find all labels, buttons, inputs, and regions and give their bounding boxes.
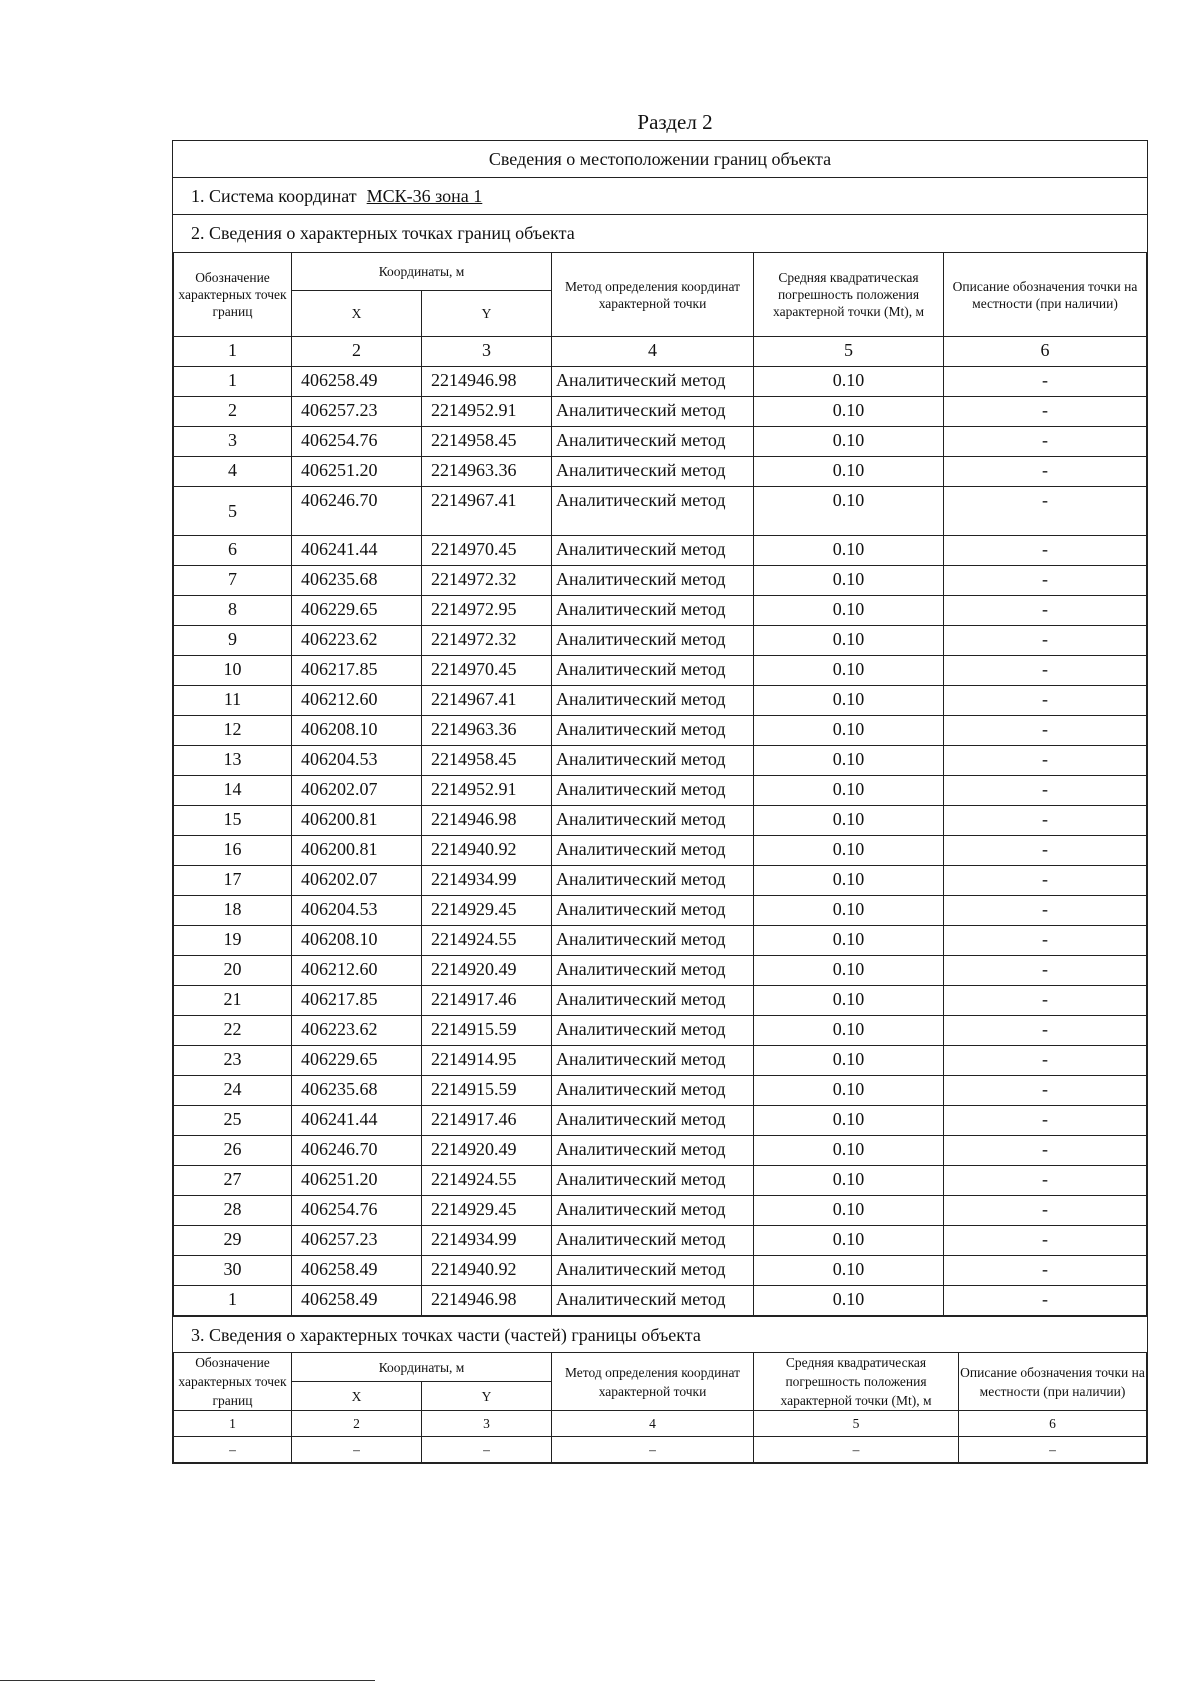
method-cell: Аналитический метод: [552, 776, 754, 806]
x-coordinate: 406200.81: [292, 806, 422, 836]
part-header-y: Y: [422, 1382, 552, 1411]
description-cell: -: [944, 1196, 1147, 1226]
description-cell: -: [944, 427, 1147, 457]
point-number: 1: [174, 1286, 292, 1316]
description-cell: -: [944, 397, 1147, 427]
description-cell: -: [944, 487, 1147, 536]
method-cell: Аналитический метод: [552, 896, 754, 926]
point-number: 9: [174, 626, 292, 656]
description-cell: -: [944, 1106, 1147, 1136]
x-coordinate: 406258.49: [292, 1256, 422, 1286]
y-coordinate: 2214963.36: [422, 716, 552, 746]
point-row: [174, 397, 1147, 427]
x-coordinate: 406257.23: [292, 1226, 422, 1256]
point-row: [174, 986, 1147, 1016]
point-row: [174, 746, 1147, 776]
x-coordinate: 406204.53: [292, 746, 422, 776]
point-number: 6: [174, 536, 292, 566]
method-cell: Аналитический метод: [552, 746, 754, 776]
description-cell: -: [944, 1136, 1147, 1166]
x-coordinate: 406251.20: [292, 1166, 422, 1196]
point-number: 4: [174, 457, 292, 487]
method-cell: Аналитический метод: [552, 367, 754, 397]
method-cell: Аналитический метод: [552, 487, 754, 536]
y-coordinate: 2214946.98: [422, 806, 552, 836]
x-coordinate: 406217.85: [292, 656, 422, 686]
x-coordinate: 406246.70: [292, 487, 422, 536]
description-cell: -: [944, 806, 1147, 836]
x-coordinate: 406217.85: [292, 986, 422, 1016]
error-cell: 0.10: [754, 956, 944, 986]
description-cell: -: [944, 1226, 1147, 1256]
y-coordinate: 2214929.45: [422, 1196, 552, 1226]
point-number: 2: [174, 397, 292, 427]
y-coordinate: 2214967.41: [422, 686, 552, 716]
point-number: 26: [174, 1136, 292, 1166]
part-header-designation: Обозначение характерных точек границ: [174, 1353, 292, 1411]
point-row: [174, 1256, 1147, 1286]
coord-system-line: [173, 178, 1147, 215]
error-cell: 0.10: [754, 566, 944, 596]
description-cell: -: [944, 1286, 1147, 1316]
error-cell: 0.10: [754, 866, 944, 896]
point-row: [174, 1166, 1147, 1196]
y-coordinate: 2214917.46: [422, 986, 552, 1016]
method-cell: Аналитический метод: [552, 1166, 754, 1196]
error-cell: 0.10: [754, 397, 944, 427]
point-number: 29: [174, 1226, 292, 1256]
description-cell: -: [944, 956, 1147, 986]
method-cell: Аналитический метод: [552, 1076, 754, 1106]
point-number: 24: [174, 1076, 292, 1106]
description-cell: -: [944, 536, 1147, 566]
point-row: [174, 956, 1147, 986]
error-cell: 0.10: [754, 926, 944, 956]
error-cell: 0.10: [754, 427, 944, 457]
method-cell: Аналитический метод: [552, 716, 754, 746]
x-coordinate: 406223.62: [292, 626, 422, 656]
x-coordinate: 406208.10: [292, 926, 422, 956]
column-number: 4: [552, 1411, 754, 1437]
point-number: 12: [174, 716, 292, 746]
method-cell: Аналитический метод: [552, 1136, 754, 1166]
point-number: 10: [174, 656, 292, 686]
method-cell: Аналитический метод: [552, 626, 754, 656]
x-coordinate: 406212.60: [292, 686, 422, 716]
description-cell: -: [944, 1076, 1147, 1106]
point-row: [174, 536, 1147, 566]
method-cell: Аналитический метод: [552, 427, 754, 457]
part-header-method: Метод определения координат характерной точки: [552, 1353, 754, 1411]
error-cell: 0.10: [754, 596, 944, 626]
point-number: 3: [174, 427, 292, 457]
point-row: [174, 1136, 1147, 1166]
description-cell: -: [944, 1016, 1147, 1046]
y-coordinate: 2214920.49: [422, 1136, 552, 1166]
point-row: [174, 896, 1147, 926]
y-coordinate: 2214972.32: [422, 566, 552, 596]
point-number: 14: [174, 776, 292, 806]
column-number: 6: [944, 337, 1147, 367]
part-points-table: [173, 1352, 1147, 1463]
part-column-number-row: [174, 1411, 1147, 1437]
point-row: [174, 806, 1147, 836]
method-cell: Аналитический метод: [552, 536, 754, 566]
description-cell: -: [944, 656, 1147, 686]
point-number: 11: [174, 686, 292, 716]
point-number: 18: [174, 896, 292, 926]
column-number: 3: [422, 337, 552, 367]
x-coordinate: 406258.49: [292, 367, 422, 397]
x-coordinate: 406241.44: [292, 536, 422, 566]
column-number: 1: [174, 1411, 292, 1437]
description-cell: -: [944, 926, 1147, 956]
point-number: 5: [174, 487, 292, 536]
description-cell: -: [944, 746, 1147, 776]
method-cell: Аналитический метод: [552, 457, 754, 487]
point-row: [174, 776, 1147, 806]
x-coordinate: 406212.60: [292, 956, 422, 986]
point-row: [174, 457, 1147, 487]
description-cell: -: [944, 866, 1147, 896]
point-row: [174, 926, 1147, 956]
point-number: 21: [174, 986, 292, 1016]
error-cell: 0.10: [754, 746, 944, 776]
header-description: Описание обозначения точки на местности (при наличии): [944, 253, 1147, 337]
method-cell: Аналитический метод: [552, 397, 754, 427]
y-coordinate: 2214929.45: [422, 896, 552, 926]
point-row: [174, 596, 1147, 626]
error-cell: 0.10: [754, 1166, 944, 1196]
document-frame: [172, 140, 1148, 1464]
part-section-title: 3. Сведения о характерных точках части (частей) границы объекта: [173, 1316, 1147, 1352]
error-cell: 0.10: [754, 1256, 944, 1286]
method-cell: Аналитический метод: [552, 926, 754, 956]
error-cell: 0.10: [754, 806, 944, 836]
method-cell: Аналитический метод: [552, 596, 754, 626]
point-row: [174, 367, 1147, 397]
x-coordinate: 406229.65: [292, 596, 422, 626]
point-row: [174, 1016, 1147, 1046]
point-number: 23: [174, 1046, 292, 1076]
point-row: [174, 487, 1147, 536]
method-cell: Аналитический метод: [552, 1106, 754, 1136]
method-cell: Аналитический метод: [552, 956, 754, 986]
header-y: Y: [422, 291, 552, 337]
y-coordinate: 2214946.98: [422, 1286, 552, 1316]
point-number: 19: [174, 926, 292, 956]
y-coordinate: 2214940.92: [422, 836, 552, 866]
point-number: 15: [174, 806, 292, 836]
description-cell: -: [944, 836, 1147, 866]
point-row: [174, 566, 1147, 596]
y-coordinate: 2214940.92: [422, 1256, 552, 1286]
point-row: [174, 1106, 1147, 1136]
x-coordinate: 406235.68: [292, 566, 422, 596]
error-cell: 0.10: [754, 986, 944, 1016]
point-row: [174, 427, 1147, 457]
empty-cell: –: [959, 1437, 1147, 1463]
description-cell: -: [944, 716, 1147, 746]
coord-system-value: МСК-36 зона 1: [366, 186, 483, 206]
method-cell: Аналитический метод: [552, 1046, 754, 1076]
header-method: Метод определения координат характерной точки: [552, 253, 754, 337]
method-cell: Аналитический метод: [552, 1196, 754, 1226]
point-number: 25: [174, 1106, 292, 1136]
x-coordinate: 406251.20: [292, 457, 422, 487]
points-section-title: 2. Сведения о характерных точках границ объекта: [191, 223, 575, 243]
x-coordinate: 406254.76: [292, 1196, 422, 1226]
method-cell: Аналитический метод: [552, 986, 754, 1016]
part-empty-row: [174, 1437, 1147, 1463]
point-number: 17: [174, 866, 292, 896]
header-error: Средняя квадратическая погрешность положения характерной точки (Mt), м: [754, 253, 944, 337]
x-coordinate: 406208.10: [292, 716, 422, 746]
x-coordinate: 406246.70: [292, 1136, 422, 1166]
method-cell: Аналитический метод: [552, 566, 754, 596]
part-header-coords: Координаты, м: [292, 1353, 552, 1382]
header-x: X: [292, 291, 422, 337]
point-row: [174, 686, 1147, 716]
column-number: 4: [552, 337, 754, 367]
point-row: [174, 1196, 1147, 1226]
x-coordinate: 406254.76: [292, 427, 422, 457]
column-number: 2: [292, 1411, 422, 1437]
footer-rule: [0, 1680, 375, 1681]
y-coordinate: 2214917.46: [422, 1106, 552, 1136]
description-cell: -: [944, 1046, 1147, 1076]
method-cell: Аналитический метод: [552, 806, 754, 836]
y-coordinate: 2214915.59: [422, 1016, 552, 1046]
empty-cell: –: [754, 1437, 959, 1463]
method-cell: Аналитический метод: [552, 1016, 754, 1046]
error-cell: 0.10: [754, 1226, 944, 1256]
column-number: 2: [292, 337, 422, 367]
points-table: [173, 252, 1147, 1316]
x-coordinate: 406204.53: [292, 896, 422, 926]
column-number: 5: [754, 1411, 959, 1437]
point-number: 7: [174, 566, 292, 596]
y-coordinate: 2214914.95: [422, 1046, 552, 1076]
error-cell: 0.10: [754, 1076, 944, 1106]
description-cell: -: [944, 896, 1147, 926]
error-cell: 0.10: [754, 457, 944, 487]
y-coordinate: 2214970.45: [422, 656, 552, 686]
part-header-description: Описание обозначения точки на местности (при наличии): [959, 1353, 1147, 1411]
x-coordinate: 406258.49: [292, 1286, 422, 1316]
error-cell: 0.10: [754, 1016, 944, 1046]
column-number-row: [174, 337, 1147, 367]
method-cell: Аналитический метод: [552, 686, 754, 716]
description-cell: -: [944, 1166, 1147, 1196]
y-coordinate: 2214934.99: [422, 866, 552, 896]
x-coordinate: 406200.81: [292, 836, 422, 866]
point-row: [174, 1286, 1147, 1316]
empty-cell: –: [174, 1437, 292, 1463]
section-title: Сведения о местоположении границ объекта: [173, 141, 1147, 178]
error-cell: 0.10: [754, 656, 944, 686]
description-cell: -: [944, 1256, 1147, 1286]
point-row: [174, 1226, 1147, 1256]
error-cell: 0.10: [754, 626, 944, 656]
point-row: [174, 626, 1147, 656]
method-cell: Аналитический метод: [552, 836, 754, 866]
x-coordinate: 406229.65: [292, 1046, 422, 1076]
error-cell: 0.10: [754, 686, 944, 716]
method-cell: Аналитический метод: [552, 1256, 754, 1286]
error-cell: 0.10: [754, 1106, 944, 1136]
column-number: 5: [754, 337, 944, 367]
description-cell: -: [944, 626, 1147, 656]
y-coordinate: 2214958.45: [422, 427, 552, 457]
description-cell: -: [944, 776, 1147, 806]
error-cell: 0.10: [754, 896, 944, 926]
point-row: [174, 716, 1147, 746]
method-cell: Аналитический метод: [552, 656, 754, 686]
method-cell: Аналитический метод: [552, 1286, 754, 1316]
point-row: [174, 1046, 1147, 1076]
y-coordinate: 2214967.41: [422, 487, 552, 536]
error-cell: 0.10: [754, 367, 944, 397]
column-number: 1: [174, 337, 292, 367]
point-number: 8: [174, 596, 292, 626]
y-coordinate: 2214934.99: [422, 1226, 552, 1256]
point-number: 22: [174, 1016, 292, 1046]
y-coordinate: 2214946.98: [422, 367, 552, 397]
page-title: Раздел 2: [637, 110, 713, 134]
coord-system-label: 1. Система координат: [191, 186, 357, 206]
point-number: 13: [174, 746, 292, 776]
error-cell: 0.10: [754, 776, 944, 806]
y-coordinate: 2214952.91: [422, 776, 552, 806]
error-cell: 0.10: [754, 487, 944, 536]
point-number: 30: [174, 1256, 292, 1286]
column-number: 3: [422, 1411, 552, 1437]
point-number: 28: [174, 1196, 292, 1226]
description-cell: -: [944, 986, 1147, 1016]
x-coordinate: 406223.62: [292, 1016, 422, 1046]
method-cell: Аналитический метод: [552, 1226, 754, 1256]
x-coordinate: 406235.68: [292, 1076, 422, 1106]
y-coordinate: 2214924.55: [422, 926, 552, 956]
point-row: [174, 656, 1147, 686]
point-row: [174, 836, 1147, 866]
method-cell: Аналитический метод: [552, 866, 754, 896]
header-designation: Обозначение характерных точек границ: [174, 253, 292, 337]
description-cell: -: [944, 367, 1147, 397]
description-cell: -: [944, 457, 1147, 487]
column-number: 6: [959, 1411, 1147, 1437]
x-coordinate: 406257.23: [292, 397, 422, 427]
error-cell: 0.10: [754, 536, 944, 566]
point-row: [174, 1076, 1147, 1106]
x-coordinate: 406241.44: [292, 1106, 422, 1136]
y-coordinate: 2214920.49: [422, 956, 552, 986]
description-cell: -: [944, 686, 1147, 716]
description-cell: -: [944, 566, 1147, 596]
y-coordinate: 2214972.32: [422, 626, 552, 656]
empty-cell: –: [292, 1437, 422, 1463]
error-cell: 0.10: [754, 1196, 944, 1226]
empty-cell: –: [552, 1437, 754, 1463]
y-coordinate: 2214958.45: [422, 746, 552, 776]
point-number: 16: [174, 836, 292, 866]
part-header-error: Средняя квадратическая погрешность положения характерной точки (Mt), м: [754, 1353, 959, 1411]
error-cell: 0.10: [754, 1136, 944, 1166]
point-number: 27: [174, 1166, 292, 1196]
header-coords: Координаты, м: [292, 253, 552, 291]
y-coordinate: 2214952.91: [422, 397, 552, 427]
x-coordinate: 406202.07: [292, 866, 422, 896]
y-coordinate: 2214915.59: [422, 1076, 552, 1106]
part-header-x: X: [292, 1382, 422, 1411]
error-cell: 0.10: [754, 1046, 944, 1076]
point-row: [174, 866, 1147, 896]
x-coordinate: 406202.07: [292, 776, 422, 806]
point-number: 1: [174, 367, 292, 397]
y-coordinate: 2214963.36: [422, 457, 552, 487]
error-cell: 0.10: [754, 716, 944, 746]
empty-cell: –: [422, 1437, 552, 1463]
description-cell: -: [944, 596, 1147, 626]
point-number: 20: [174, 956, 292, 986]
error-cell: 0.10: [754, 1286, 944, 1316]
y-coordinate: 2214924.55: [422, 1166, 552, 1196]
y-coordinate: 2214970.45: [422, 536, 552, 566]
error-cell: 0.10: [754, 836, 944, 866]
y-coordinate: 2214972.95: [422, 596, 552, 626]
